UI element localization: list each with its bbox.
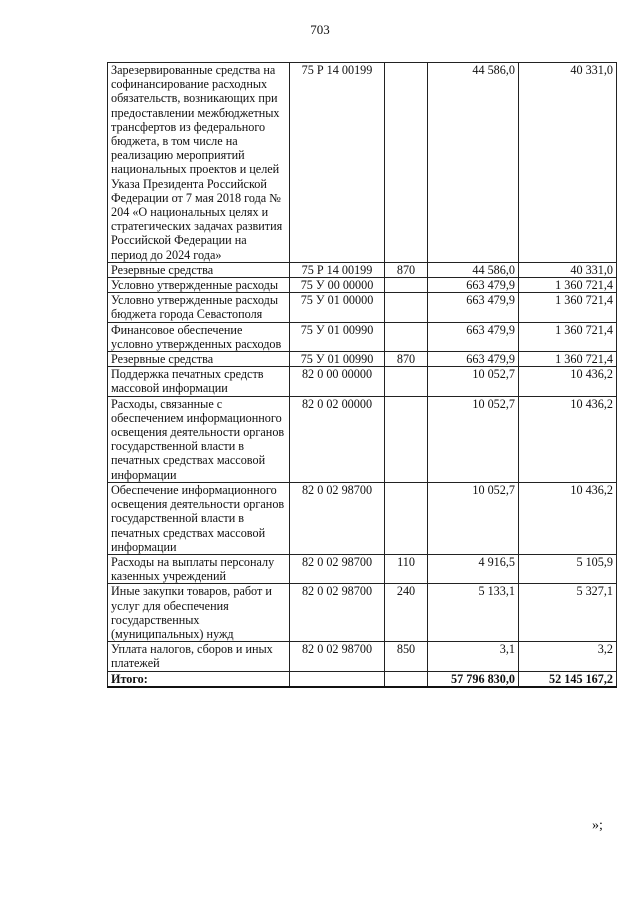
table-row — [108, 352, 617, 367]
row-kind: 870 — [385, 262, 428, 277]
row-code: 82 0 02 98700 — [290, 642, 385, 671]
row-code: 75 У 01 00990 — [290, 322, 385, 351]
total-code — [290, 671, 385, 687]
total-kind — [385, 671, 428, 687]
total-value-2: 52 145 167,2 — [519, 671, 617, 687]
row-code: 82 0 02 98700 — [290, 482, 385, 554]
row-value-2: 5 327,1 — [519, 584, 617, 642]
row-code: 75 У 00 00000 — [290, 278, 385, 293]
row-value-1: 10 052,7 — [428, 367, 519, 396]
row-kind: 870 — [385, 352, 428, 367]
row-name: Условно утвержденные расходы — [108, 278, 290, 293]
row-name: Условно утвержденные расходы бюджета города Севастополя — [108, 293, 290, 322]
row-code: 82 0 00 00000 — [290, 367, 385, 396]
row-name: Резервные средства — [108, 262, 290, 277]
row-code: 75 Р 14 00199 — [290, 262, 385, 277]
table-row — [108, 278, 617, 293]
row-kind — [385, 367, 428, 396]
row-value-1: 5 133,1 — [428, 584, 519, 642]
row-value-2: 1 360 721,4 — [519, 352, 617, 367]
table-row — [108, 584, 617, 642]
row-value-1: 3,1 — [428, 642, 519, 671]
row-value-1: 4 916,5 — [428, 554, 519, 583]
table-row — [108, 642, 617, 671]
row-kind — [385, 396, 428, 482]
budget-table — [107, 62, 617, 688]
row-name: Расходы, связанные с обеспечением информационного освещения деятельности органов государственной власти в печатных средствах массовой информации — [108, 396, 290, 482]
row-value-2: 1 360 721,4 — [519, 278, 617, 293]
row-name: Обеспечение информационного освещения деятельности органов государственной власти в печатных средствах массовой информации — [108, 482, 290, 554]
row-value-1: 44 586,0 — [428, 262, 519, 277]
row-code: 75 У 01 00990 — [290, 352, 385, 367]
row-value-1: 663 479,9 — [428, 322, 519, 351]
row-code: 82 0 02 98700 — [290, 554, 385, 583]
row-name: Финансовое обеспечение условно утвержденных расходов — [108, 322, 290, 351]
row-value-2: 10 436,2 — [519, 482, 617, 554]
row-kind — [385, 278, 428, 293]
total-value-1: 57 796 830,0 — [428, 671, 519, 687]
table-row — [108, 262, 617, 277]
total-label: Итого: — [108, 671, 290, 687]
row-name: Уплата налогов, сборов и иных платежей — [108, 642, 290, 671]
page-number: 703 — [310, 22, 330, 37]
table-row — [108, 63, 617, 263]
row-name: Резервные средства — [108, 352, 290, 367]
row-value-2: 5 105,9 — [519, 554, 617, 583]
row-value-1: 44 586,0 — [428, 63, 519, 263]
row-value-2: 3,2 — [519, 642, 617, 671]
row-kind — [385, 63, 428, 263]
row-value-1: 663 479,9 — [428, 293, 519, 322]
row-value-1: 663 479,9 — [428, 278, 519, 293]
total-row — [108, 671, 617, 687]
row-code: 75 Р 14 00199 — [290, 63, 385, 263]
closing-quote-mark: »; — [592, 818, 603, 833]
row-value-2: 10 436,2 — [519, 367, 617, 396]
row-code: 82 0 02 98700 — [290, 584, 385, 642]
row-kind: 240 — [385, 584, 428, 642]
row-kind: 850 — [385, 642, 428, 671]
row-name: Иные закупки товаров, работ и услуг для обеспечения государственных (муниципальных) нужд — [108, 584, 290, 642]
row-name: Зарезервированные средства на софинансирование расходных обязательств, возникающих при предоставлении межбюджетных трансфертов из федерального бюджета, в том числе на реализацию мероприятий национальных проектов и целей Указа Президента Российской Федерации от 7 мая 2018 года № 204 «О национальных целях и стратегических задачах развития Российской Федерации на период до 2024 года» — [108, 63, 290, 263]
row-name: Поддержка печатных средств массовой информации — [108, 367, 290, 396]
row-value-2: 40 331,0 — [519, 262, 617, 277]
table-row — [108, 293, 617, 322]
row-value-1: 663 479,9 — [428, 352, 519, 367]
row-value-2: 1 360 721,4 — [519, 293, 617, 322]
row-kind: 110 — [385, 554, 428, 583]
row-kind — [385, 293, 428, 322]
row-value-2: 1 360 721,4 — [519, 322, 617, 351]
row-value-2: 40 331,0 — [519, 63, 617, 263]
table-row — [108, 396, 617, 482]
row-name: Расходы на выплаты персоналу казенных учреждений — [108, 554, 290, 583]
row-code: 75 У 01 00000 — [290, 293, 385, 322]
row-code: 82 0 02 00000 — [290, 396, 385, 482]
row-kind — [385, 322, 428, 351]
row-kind — [385, 482, 428, 554]
table-row — [108, 554, 617, 583]
row-value-1: 10 052,7 — [428, 396, 519, 482]
table-row — [108, 367, 617, 396]
row-value-1: 10 052,7 — [428, 482, 519, 554]
row-value-2: 10 436,2 — [519, 396, 617, 482]
table-row — [108, 482, 617, 554]
table-row — [108, 322, 617, 351]
